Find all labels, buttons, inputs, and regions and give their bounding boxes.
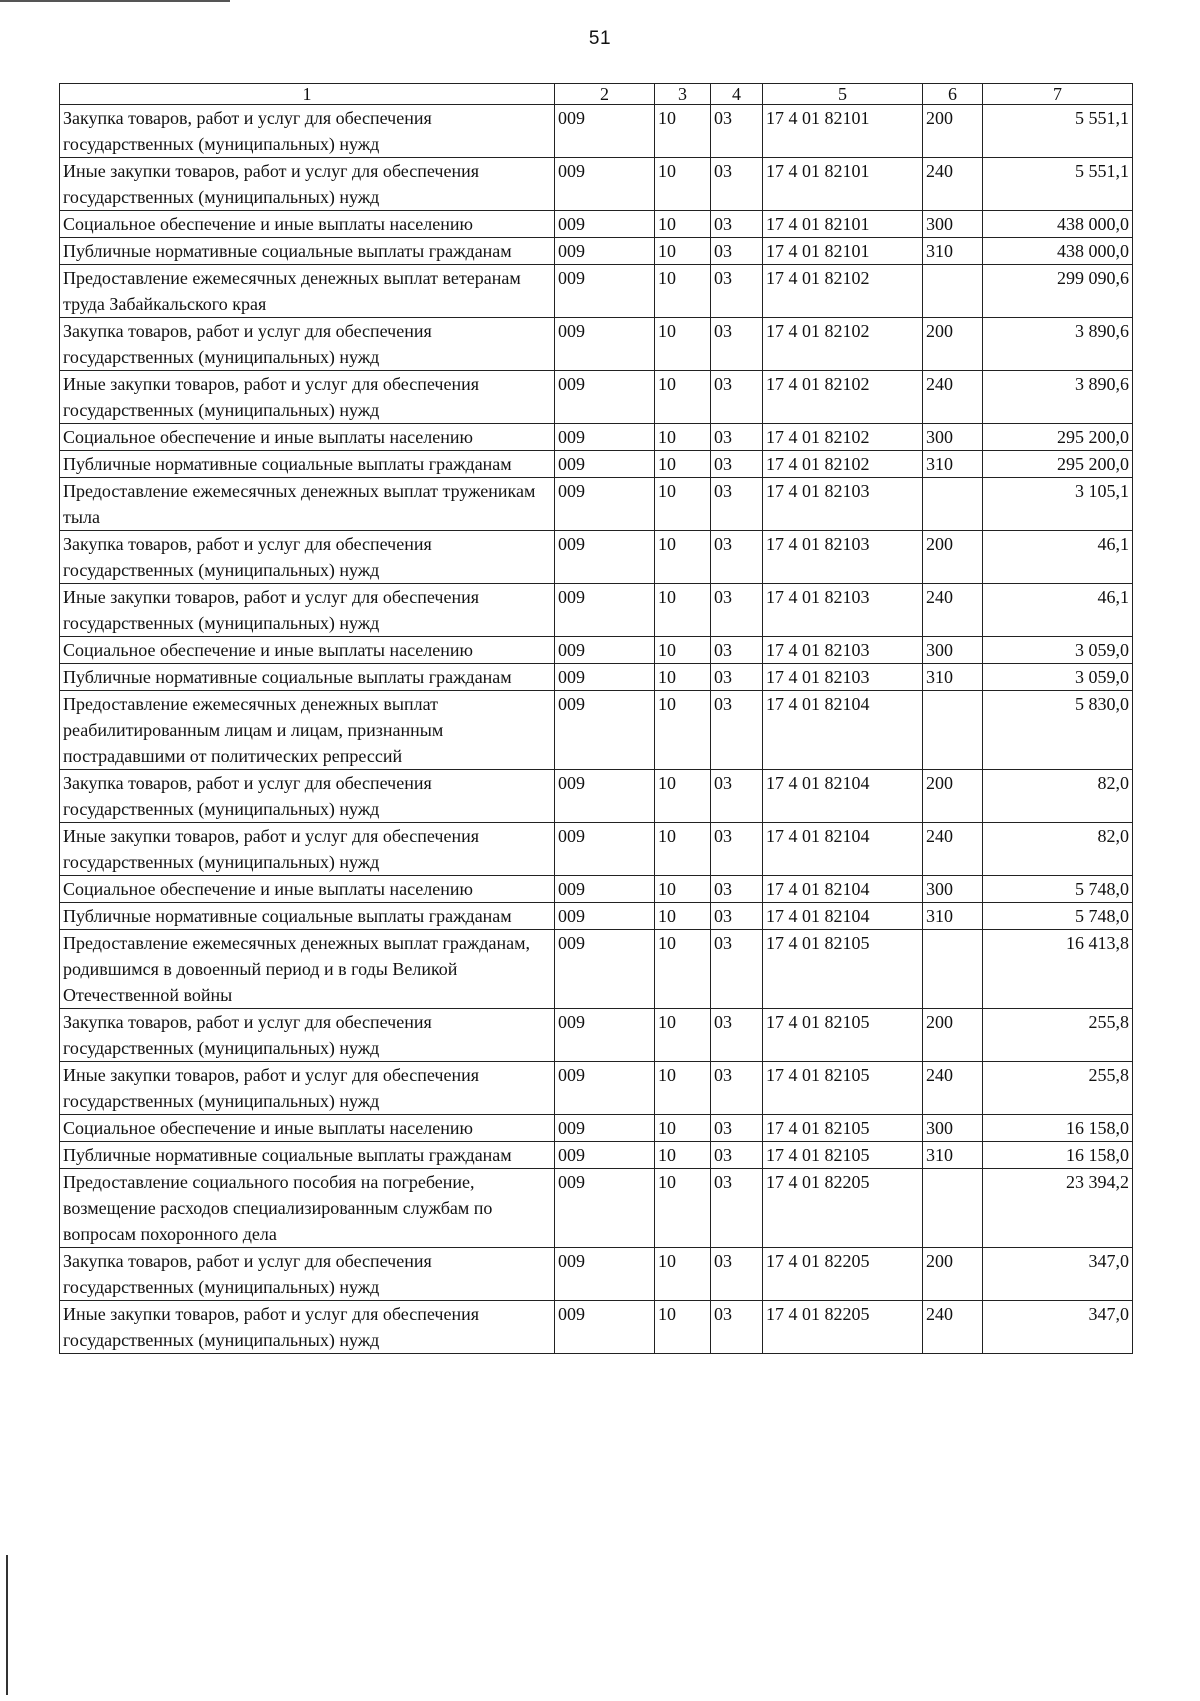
cell-section-code: 10 xyxy=(655,1115,711,1142)
cell-amount: 5 551,1 xyxy=(983,105,1133,158)
cell-expense-type-code xyxy=(923,930,983,1009)
cell-item-name: Закупка товаров, работ и услуг для обеспечения государственных (муниципальных) нужд xyxy=(60,1009,555,1062)
cell-section-code: 10 xyxy=(655,238,711,265)
cell-amount: 16 158,0 xyxy=(983,1115,1133,1142)
cell-item-name: Иные закупки товаров, работ и услуг для обеспечения государственных (муниципальных) нужд xyxy=(60,1062,555,1115)
cell-target-article-code: 17 4 01 82102 xyxy=(763,424,923,451)
cell-target-article-code: 17 4 01 82103 xyxy=(763,664,923,691)
table-body xyxy=(60,105,1133,1354)
cell-target-article-code: 17 4 01 82101 xyxy=(763,238,923,265)
cell-expense-type-code: 300 xyxy=(923,637,983,664)
cell-section-code: 10 xyxy=(655,424,711,451)
table-row xyxy=(60,664,1133,691)
cell-subsection-code: 03 xyxy=(711,664,763,691)
cell-ministry-code: 009 xyxy=(555,1169,655,1248)
cell-expense-type-code: 310 xyxy=(923,664,983,691)
cell-amount: 438 000,0 xyxy=(983,238,1133,265)
table-row xyxy=(60,637,1133,664)
cell-target-article-code: 17 4 01 82104 xyxy=(763,903,923,930)
cell-subsection-code: 03 xyxy=(711,105,763,158)
cell-expense-type-code: 200 xyxy=(923,1248,983,1301)
cell-amount: 295 200,0 xyxy=(983,451,1133,478)
cell-ministry-code: 009 xyxy=(555,105,655,158)
cell-subsection-code: 03 xyxy=(711,1009,763,1062)
cell-item-name: Социальное обеспечение и иные выплаты населению xyxy=(60,876,555,903)
table-row xyxy=(60,823,1133,876)
header-col-3: 3 xyxy=(655,84,711,105)
cell-amount: 3 890,6 xyxy=(983,371,1133,424)
table-row xyxy=(60,930,1133,1009)
cell-expense-type-code: 310 xyxy=(923,238,983,265)
cell-item-name: Публичные нормативные социальные выплаты гражданам xyxy=(60,1142,555,1169)
cell-ministry-code: 009 xyxy=(555,265,655,318)
cell-section-code: 10 xyxy=(655,823,711,876)
cell-amount: 295 200,0 xyxy=(983,424,1133,451)
cell-item-name: Предоставление ежемесячных денежных выплат ветеранам труда Забайкальского края xyxy=(60,265,555,318)
table-row xyxy=(60,1142,1133,1169)
cell-ministry-code: 009 xyxy=(555,424,655,451)
cell-expense-type-code: 300 xyxy=(923,211,983,238)
cell-target-article-code: 17 4 01 82205 xyxy=(763,1248,923,1301)
table-row xyxy=(60,371,1133,424)
table-row xyxy=(60,451,1133,478)
cell-item-name: Закупка товаров, работ и услуг для обеспечения государственных (муниципальных) нужд xyxy=(60,770,555,823)
cell-subsection-code: 03 xyxy=(711,318,763,371)
cell-section-code: 10 xyxy=(655,1169,711,1248)
cell-subsection-code: 03 xyxy=(711,876,763,903)
cell-ministry-code: 009 xyxy=(555,1062,655,1115)
cell-item-name: Предоставление ежемесячных денежных выплат гражданам, родившимся в довоенный период и в годы Великой Отечественной войны xyxy=(60,930,555,1009)
cell-item-name: Публичные нормативные социальные выплаты гражданам xyxy=(60,238,555,265)
cell-target-article-code: 17 4 01 82205 xyxy=(763,1169,923,1248)
scan-artifact-top-line xyxy=(0,0,230,2)
cell-target-article-code: 17 4 01 82101 xyxy=(763,105,923,158)
cell-subsection-code: 03 xyxy=(711,823,763,876)
header-col-2: 2 xyxy=(555,84,655,105)
table-row xyxy=(60,424,1133,451)
cell-section-code: 10 xyxy=(655,105,711,158)
cell-item-name: Закупка товаров, работ и услуг для обеспечения государственных (муниципальных) нужд xyxy=(60,1248,555,1301)
cell-expense-type-code: 310 xyxy=(923,903,983,930)
cell-subsection-code: 03 xyxy=(711,930,763,1009)
cell-amount: 347,0 xyxy=(983,1301,1133,1354)
cell-section-code: 10 xyxy=(655,930,711,1009)
cell-amount: 255,8 xyxy=(983,1062,1133,1115)
cell-amount: 3 890,6 xyxy=(983,318,1133,371)
cell-subsection-code: 03 xyxy=(711,531,763,584)
cell-subsection-code: 03 xyxy=(711,637,763,664)
cell-ministry-code: 009 xyxy=(555,1301,655,1354)
cell-item-name: Социальное обеспечение и иные выплаты населению xyxy=(60,211,555,238)
cell-expense-type-code xyxy=(923,1169,983,1248)
table-row xyxy=(60,478,1133,531)
cell-target-article-code: 17 4 01 82102 xyxy=(763,451,923,478)
cell-subsection-code: 03 xyxy=(711,158,763,211)
cell-item-name: Социальное обеспечение и иные выплаты населению xyxy=(60,637,555,664)
cell-expense-type-code xyxy=(923,691,983,770)
cell-subsection-code: 03 xyxy=(711,424,763,451)
cell-subsection-code: 03 xyxy=(711,1062,763,1115)
cell-expense-type-code xyxy=(923,265,983,318)
table-row xyxy=(60,1169,1133,1248)
cell-subsection-code: 03 xyxy=(711,478,763,531)
cell-target-article-code: 17 4 01 82102 xyxy=(763,265,923,318)
cell-item-name: Социальное обеспечение и иные выплаты населению xyxy=(60,1115,555,1142)
cell-target-article-code: 17 4 01 82104 xyxy=(763,770,923,823)
cell-subsection-code: 03 xyxy=(711,1169,763,1248)
table-row xyxy=(60,1009,1133,1062)
cell-item-name: Предоставление ежемесячных денежных выплат реабилитированным лицам и лицам, признанным пострадавшими от политических репрессий xyxy=(60,691,555,770)
cell-item-name: Иные закупки товаров, работ и услуг для обеспечения государственных (муниципальных) нужд xyxy=(60,823,555,876)
cell-target-article-code: 17 4 01 82105 xyxy=(763,1009,923,1062)
cell-amount: 255,8 xyxy=(983,1009,1133,1062)
table-header-row xyxy=(60,84,1133,105)
cell-section-code: 10 xyxy=(655,158,711,211)
cell-expense-type-code: 240 xyxy=(923,1062,983,1115)
cell-ministry-code: 009 xyxy=(555,691,655,770)
cell-ministry-code: 009 xyxy=(555,1115,655,1142)
cell-subsection-code: 03 xyxy=(711,1248,763,1301)
cell-target-article-code: 17 4 01 82105 xyxy=(763,1142,923,1169)
cell-subsection-code: 03 xyxy=(711,371,763,424)
header-col-1: 1 xyxy=(60,84,555,105)
table-row xyxy=(60,1248,1133,1301)
cell-amount: 5 748,0 xyxy=(983,876,1133,903)
table-row xyxy=(60,770,1133,823)
table-row xyxy=(60,105,1133,158)
cell-expense-type-code: 240 xyxy=(923,823,983,876)
cell-amount: 3 105,1 xyxy=(983,478,1133,531)
cell-target-article-code: 17 4 01 82103 xyxy=(763,478,923,531)
header-col-5: 5 xyxy=(763,84,923,105)
cell-expense-type-code: 240 xyxy=(923,371,983,424)
page-number: 51 xyxy=(588,28,612,49)
cell-ministry-code: 009 xyxy=(555,1009,655,1062)
table-row xyxy=(60,238,1133,265)
cell-subsection-code: 03 xyxy=(711,238,763,265)
table-row xyxy=(60,1115,1133,1142)
cell-item-name: Иные закупки товаров, работ и услуг для обеспечения государственных (муниципальных) нужд xyxy=(60,158,555,211)
header-col-6: 6 xyxy=(923,84,983,105)
header-col-4: 4 xyxy=(711,84,763,105)
cell-subsection-code: 03 xyxy=(711,770,763,823)
cell-section-code: 10 xyxy=(655,903,711,930)
cell-expense-type-code: 300 xyxy=(923,424,983,451)
table-row xyxy=(60,318,1133,371)
cell-item-name: Публичные нормативные социальные выплаты гражданам xyxy=(60,664,555,691)
cell-item-name: Иные закупки товаров, работ и услуг для обеспечения государственных (муниципальных) нужд xyxy=(60,371,555,424)
cell-item-name: Закупка товаров, работ и услуг для обеспечения государственных (муниципальных) нужд xyxy=(60,531,555,584)
cell-ministry-code: 009 xyxy=(555,1248,655,1301)
cell-target-article-code: 17 4 01 82105 xyxy=(763,930,923,1009)
cell-subsection-code: 03 xyxy=(711,1301,763,1354)
cell-ministry-code: 009 xyxy=(555,158,655,211)
cell-ministry-code: 009 xyxy=(555,876,655,903)
cell-expense-type-code: 240 xyxy=(923,1301,983,1354)
cell-expense-type-code xyxy=(923,478,983,531)
cell-section-code: 10 xyxy=(655,584,711,637)
cell-section-code: 10 xyxy=(655,451,711,478)
cell-ministry-code: 009 xyxy=(555,318,655,371)
cell-ministry-code: 009 xyxy=(555,903,655,930)
cell-target-article-code: 17 4 01 82104 xyxy=(763,823,923,876)
cell-section-code: 10 xyxy=(655,531,711,584)
cell-expense-type-code: 200 xyxy=(923,318,983,371)
cell-amount: 5 551,1 xyxy=(983,158,1133,211)
cell-amount: 82,0 xyxy=(983,823,1133,876)
table-row xyxy=(60,211,1133,238)
cell-amount: 347,0 xyxy=(983,1248,1133,1301)
cell-item-name: Закупка товаров, работ и услуг для обеспечения государственных (муниципальных) нужд xyxy=(60,318,555,371)
cell-item-name: Предоставление социального пособия на погребение, возмещение расходов специализированным службам по вопросам похоронного дела xyxy=(60,1169,555,1248)
cell-expense-type-code: 240 xyxy=(923,584,983,637)
cell-section-code: 10 xyxy=(655,371,711,424)
table-row xyxy=(60,876,1133,903)
cell-ministry-code: 009 xyxy=(555,211,655,238)
cell-section-code: 10 xyxy=(655,265,711,318)
cell-expense-type-code: 200 xyxy=(923,531,983,584)
cell-amount: 5 748,0 xyxy=(983,903,1133,930)
cell-item-name: Предоставление ежемесячных денежных выплат труженикам тыла xyxy=(60,478,555,531)
cell-amount: 299 090,6 xyxy=(983,265,1133,318)
table-row xyxy=(60,691,1133,770)
cell-amount: 16 413,8 xyxy=(983,930,1133,1009)
cell-amount: 3 059,0 xyxy=(983,664,1133,691)
header-col-7: 7 xyxy=(983,84,1133,105)
cell-section-code: 10 xyxy=(655,691,711,770)
cell-ministry-code: 009 xyxy=(555,664,655,691)
table-row xyxy=(60,1062,1133,1115)
cell-target-article-code: 17 4 01 82103 xyxy=(763,637,923,664)
cell-ministry-code: 009 xyxy=(555,451,655,478)
cell-item-name: Публичные нормативные социальные выплаты гражданам xyxy=(60,451,555,478)
cell-section-code: 10 xyxy=(655,211,711,238)
cell-target-article-code: 17 4 01 82102 xyxy=(763,318,923,371)
cell-ministry-code: 009 xyxy=(555,823,655,876)
cell-section-code: 10 xyxy=(655,1248,711,1301)
table-row xyxy=(60,531,1133,584)
cell-section-code: 10 xyxy=(655,478,711,531)
cell-expense-type-code: 200 xyxy=(923,105,983,158)
cell-ministry-code: 009 xyxy=(555,238,655,265)
cell-amount: 46,1 xyxy=(983,584,1133,637)
cell-expense-type-code: 200 xyxy=(923,770,983,823)
table-row xyxy=(60,265,1133,318)
cell-ministry-code: 009 xyxy=(555,930,655,1009)
table-row xyxy=(60,158,1133,211)
cell-subsection-code: 03 xyxy=(711,691,763,770)
cell-item-name: Закупка товаров, работ и услуг для обеспечения государственных (муниципальных) нужд xyxy=(60,105,555,158)
cell-amount: 438 000,0 xyxy=(983,211,1133,238)
cell-expense-type-code: 200 xyxy=(923,1009,983,1062)
cell-target-article-code: 17 4 01 82103 xyxy=(763,531,923,584)
cell-subsection-code: 03 xyxy=(711,265,763,318)
cell-ministry-code: 009 xyxy=(555,1142,655,1169)
table-row xyxy=(60,584,1133,637)
cell-ministry-code: 009 xyxy=(555,584,655,637)
cell-section-code: 10 xyxy=(655,770,711,823)
cell-amount: 82,0 xyxy=(983,770,1133,823)
cell-section-code: 10 xyxy=(655,1142,711,1169)
cell-section-code: 10 xyxy=(655,1009,711,1062)
scan-artifact-left-line xyxy=(6,1555,8,1695)
cell-amount: 3 059,0 xyxy=(983,637,1133,664)
cell-ministry-code: 009 xyxy=(555,637,655,664)
cell-amount: 23 394,2 xyxy=(983,1169,1133,1248)
cell-item-name: Публичные нормативные социальные выплаты гражданам xyxy=(60,903,555,930)
cell-ministry-code: 009 xyxy=(555,531,655,584)
cell-subsection-code: 03 xyxy=(711,903,763,930)
cell-item-name: Социальное обеспечение и иные выплаты населению xyxy=(60,424,555,451)
cell-target-article-code: 17 4 01 82104 xyxy=(763,691,923,770)
cell-section-code: 10 xyxy=(655,637,711,664)
cell-amount: 5 830,0 xyxy=(983,691,1133,770)
cell-ministry-code: 009 xyxy=(555,770,655,823)
cell-section-code: 10 xyxy=(655,876,711,903)
budget-table xyxy=(59,83,1133,1354)
cell-amount: 16 158,0 xyxy=(983,1142,1133,1169)
cell-expense-type-code: 300 xyxy=(923,876,983,903)
cell-expense-type-code: 310 xyxy=(923,451,983,478)
cell-section-code: 10 xyxy=(655,1062,711,1115)
cell-subsection-code: 03 xyxy=(711,584,763,637)
cell-section-code: 10 xyxy=(655,1301,711,1354)
cell-section-code: 10 xyxy=(655,664,711,691)
cell-expense-type-code: 310 xyxy=(923,1142,983,1169)
cell-target-article-code: 17 4 01 82101 xyxy=(763,158,923,211)
table-row xyxy=(60,903,1133,930)
cell-ministry-code: 009 xyxy=(555,478,655,531)
cell-section-code: 10 xyxy=(655,318,711,371)
cell-ministry-code: 009 xyxy=(555,371,655,424)
cell-amount: 46,1 xyxy=(983,531,1133,584)
cell-subsection-code: 03 xyxy=(711,211,763,238)
cell-target-article-code: 17 4 01 82101 xyxy=(763,211,923,238)
cell-item-name: Иные закупки товаров, работ и услуг для обеспечения государственных (муниципальных) нужд xyxy=(60,1301,555,1354)
cell-target-article-code: 17 4 01 82105 xyxy=(763,1062,923,1115)
cell-target-article-code: 17 4 01 82103 xyxy=(763,584,923,637)
table-row xyxy=(60,1301,1133,1354)
cell-target-article-code: 17 4 01 82104 xyxy=(763,876,923,903)
cell-expense-type-code: 300 xyxy=(923,1115,983,1142)
cell-target-article-code: 17 4 01 82102 xyxy=(763,371,923,424)
cell-subsection-code: 03 xyxy=(711,451,763,478)
cell-expense-type-code: 240 xyxy=(923,158,983,211)
cell-item-name: Иные закупки товаров, работ и услуг для обеспечения государственных (муниципальных) нужд xyxy=(60,584,555,637)
cell-subsection-code: 03 xyxy=(711,1115,763,1142)
cell-target-article-code: 17 4 01 82205 xyxy=(763,1301,923,1354)
cell-target-article-code: 17 4 01 82105 xyxy=(763,1115,923,1142)
cell-subsection-code: 03 xyxy=(711,1142,763,1169)
